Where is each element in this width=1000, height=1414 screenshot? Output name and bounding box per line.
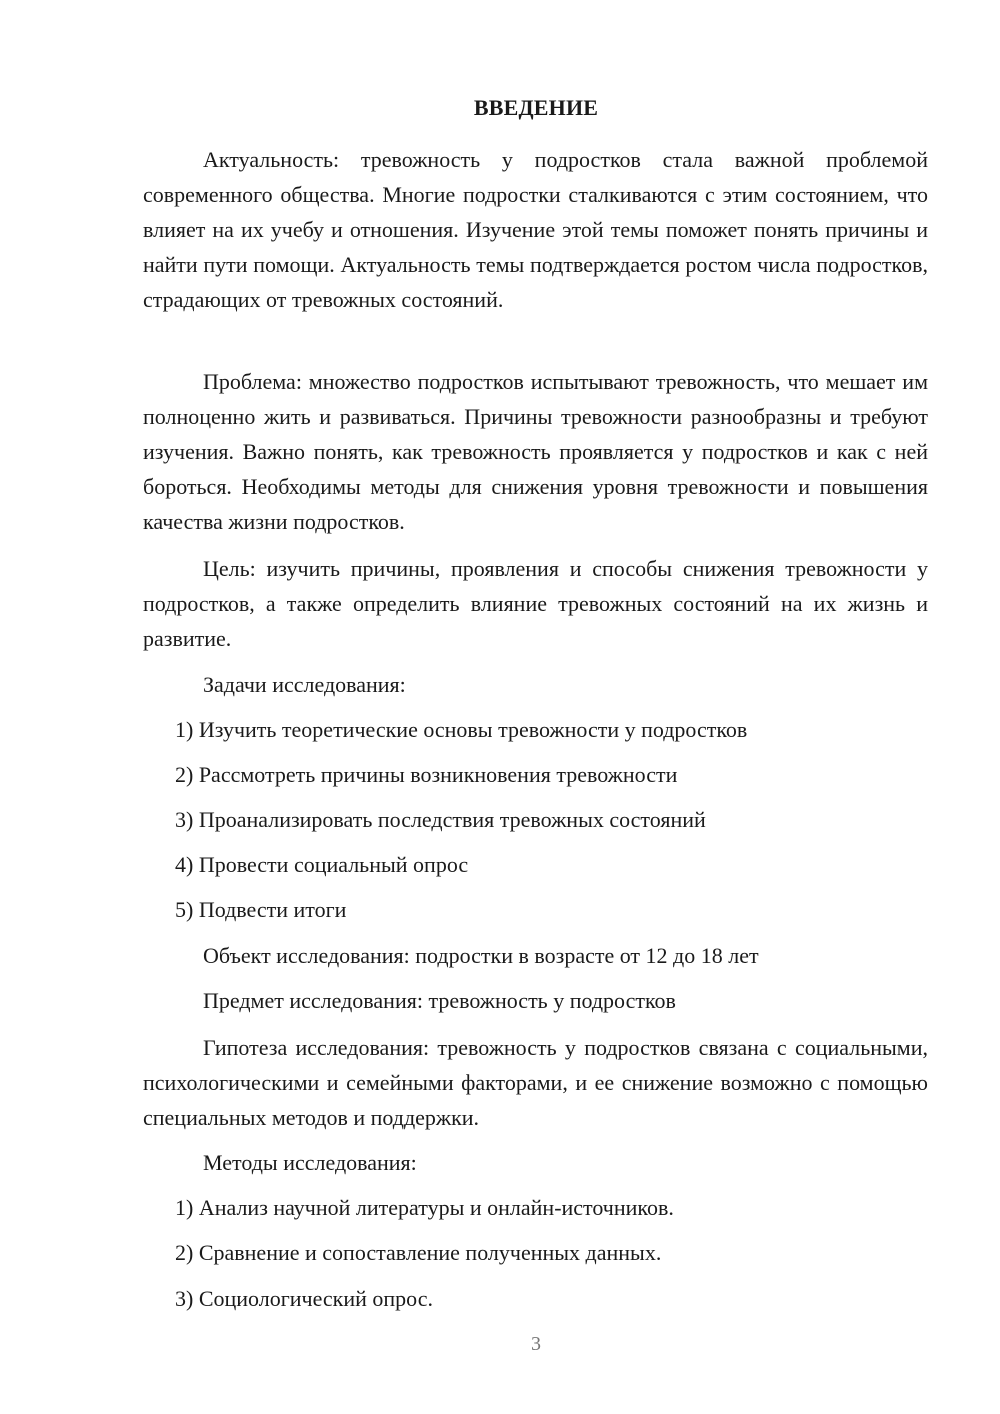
tasks-heading: Задачи исследования: xyxy=(203,672,406,697)
subject-line: Предмет исследования: тревожность у подростков xyxy=(203,988,676,1013)
relevance-paragraph: Актуальность: тревожность у подростков стала важной проблемой современного общества. Многие подростки сталкиваются с этим состоянием, что влияет на их учебу и отношения. Изучение этой темы поможет понять причины и найти пути помощи. Актуальность темы подтверждается ростом числа подростков, страдающих от тревожных состояний. xyxy=(143,147,928,312)
problem-paragraph: Проблема: множество подростков испытывают тревожность, что мешает им полноценно жить и развиваться. Причины тревожности разнообразны и требуют изучения. Важно понять, как тревожность проявляется у подростков и как с ней бороться. Необходимы методы для снижения уровня тревожности и повышения качества жизни подростков. xyxy=(143,369,928,534)
method-item: 3) Социологический опрос. xyxy=(175,1286,433,1311)
task-item: 3) Проанализировать последствия тревожных состояний xyxy=(175,807,706,832)
hypothesis-paragraph: Гипотеза исследования: тревожность у подростков связана с социальными, психологическими и семейными факторами, и ее снижение возможно с помощью специальных методов и поддержки. xyxy=(143,1035,928,1130)
task-item: 2) Рассмотреть причины возникновения тревожности xyxy=(175,762,678,787)
goal-paragraph: Цель: изучить причины, проявления и способы снижения тревожности у подростков, а также определить влияние тревожных состояний на их жизнь и развитие. xyxy=(143,556,928,651)
page-number: 3 xyxy=(531,1333,541,1355)
task-item: 5) Подвести итоги xyxy=(175,897,347,922)
method-item: 2) Сравнение и сопоставление полученных данных. xyxy=(175,1240,662,1265)
page-title: ВВЕДЕНИЕ xyxy=(473,95,599,120)
object-line: Объект исследования: подростки в возрасте от 12 до 18 лет xyxy=(203,943,759,968)
task-item: 1) Изучить теоретические основы тревожности у подростков xyxy=(175,717,748,742)
methods-heading: Методы исследования: xyxy=(203,1150,417,1175)
method-item: 1) Анализ научной литературы и онлайн-источников. xyxy=(175,1195,674,1220)
task-item: 4) Провести социальный опрос xyxy=(175,852,469,877)
